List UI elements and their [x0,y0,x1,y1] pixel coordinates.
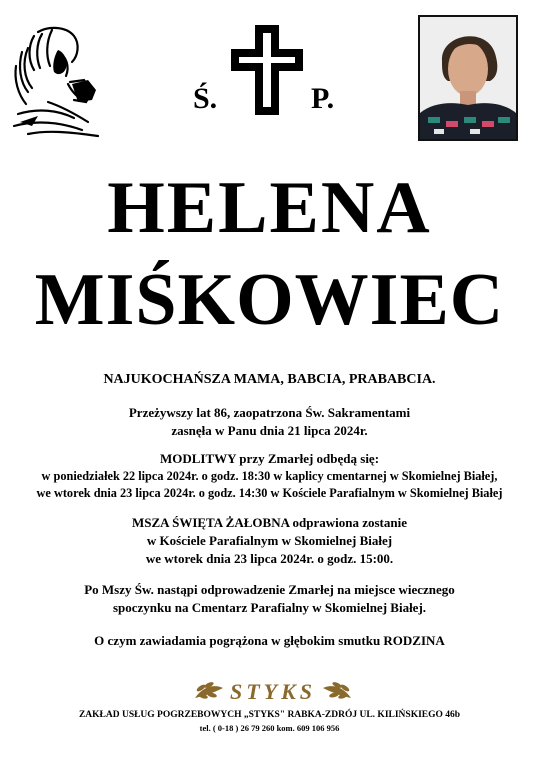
cross-icon [231,25,303,115]
initial-right: P. [311,82,335,115]
prayers-title: MODLITWY przy Zmarłej odbędą się: [159,451,380,466]
mass-line-1: MSZA ŚWIĘTA ŻAŁOBNA odprawiona zostanie [132,515,407,530]
initial-left: Ś. [193,82,218,115]
mass-line-3: we wtorek dnia 23 lipca 2024r. o godz. 15:00. [145,551,394,566]
praying-christ-icon [8,22,108,138]
prayers-line-1: w poniedziałek 22 lipca 2024r. o godz. 18:30 w kaplicy cmentarnej w Skomielnej Białej, [41,469,498,483]
laurel-icon [323,681,351,700]
closing-line: O czym zawiadamia pogrążona w głębokim smutku RODZINA [94,633,445,648]
deceased-last-name: MIŚKOWIEC [34,259,505,341]
phone-line: tel. ( 0-18 ) 26 79 260 kom. 609 106 956 [199,723,340,733]
portrait-photo [418,15,518,141]
family-line: NAJUKOCHAŃSZA MAMA, BABCIA, PRABABCIA. [103,372,436,387]
deceased-first-name: HELENA [107,167,432,249]
burial-line-2: spoczynku na Cmentarz Parafialny w Skomielnej Białej. [112,600,427,615]
company-line: ZAKŁAD USŁUG POGRZEBOWYCH „STYKS" RABKA-ZDRÓJ UL. KILIŃSKIEGO 46b [78,710,461,720]
lived-line-1: Przeżywszy lat 86, zaopatrzona Św. Sakramentami [128,405,411,420]
prayers-line-2: we wtorek dnia 23 lipca 2024r. o godz. 14:30 w Kościele Parafialnym w Skomielnej Białej [36,486,503,500]
laurel-icon [195,681,223,700]
burial-line-1: Po Mszy Św. nastąpi odprowadzenie Zmarłej na miejsce wiecznego [84,582,455,597]
mass-line-2: w Kościele Parafialnym w Skomielnej Białej [146,533,393,548]
styks-logo [193,676,353,706]
lived-line-2: zasnęła w Panu dnia 21 lipca 2024r. [171,423,368,438]
styks-logo-text: STYKS [229,679,317,704]
